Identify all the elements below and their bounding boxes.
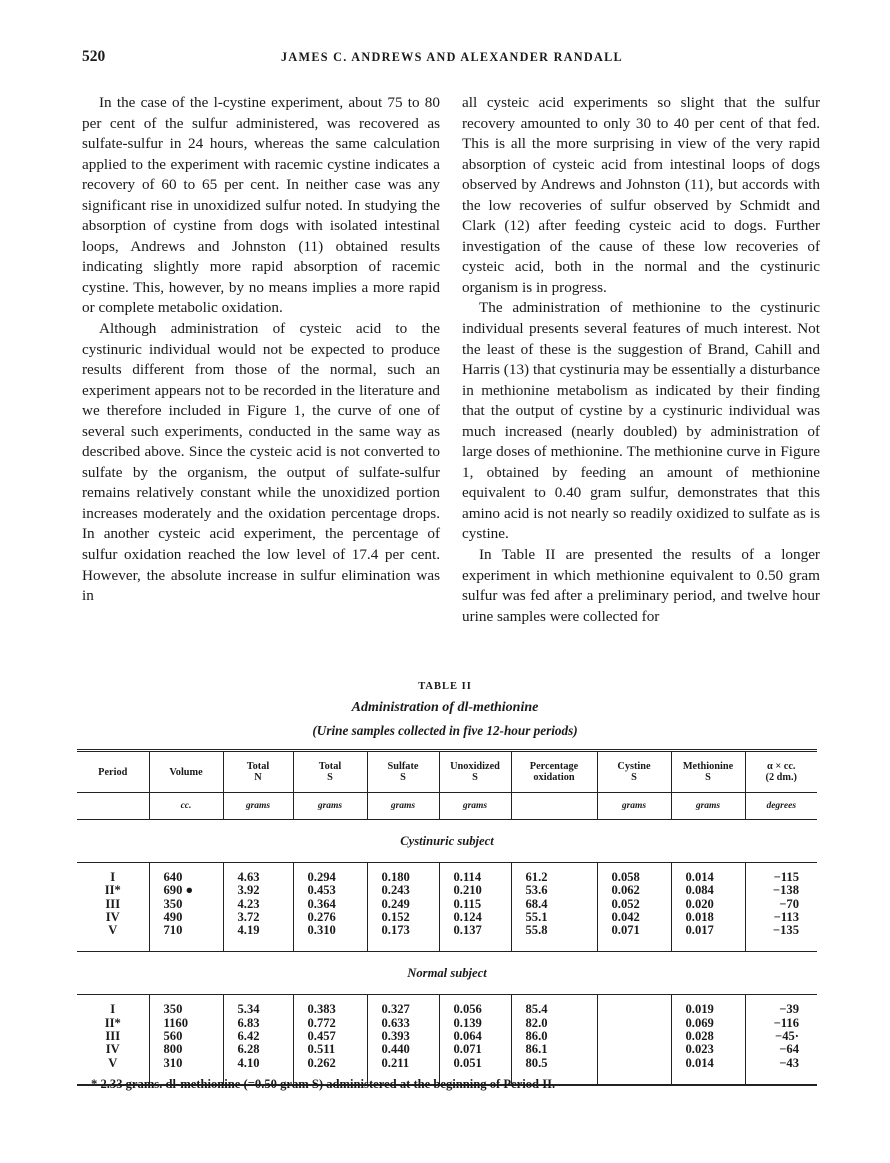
unit-cell: grams	[671, 793, 745, 820]
table-cell	[597, 1030, 671, 1043]
table-row	[77, 1030, 817, 1043]
table-cell: 0.457	[293, 1030, 367, 1043]
table-cell: 82.0	[511, 1017, 597, 1030]
table-cell: −135	[745, 924, 817, 952]
table-row	[77, 898, 817, 911]
table-cell: 86.0	[511, 1030, 597, 1043]
table-row	[77, 1043, 817, 1056]
unit-cell	[77, 793, 149, 820]
table-cell: IV	[77, 1043, 149, 1056]
table-cell: 3.72	[223, 911, 293, 924]
table-cell: III	[77, 898, 149, 911]
column-header	[745, 751, 817, 793]
column-header-line: Cystine	[617, 761, 651, 772]
table-footnote: * 2.33 grams. dl-methionine (=0.50 gram S) administered at the beginning of Period II.	[91, 1077, 556, 1091]
section-row	[77, 952, 817, 995]
table-cell: 55.1	[511, 911, 597, 924]
table-row	[77, 884, 817, 897]
column-header	[671, 751, 745, 793]
column-header-line: N	[254, 772, 262, 783]
table-cell: 0.364	[293, 898, 367, 911]
table-cell: 6.42	[223, 1030, 293, 1043]
unit-cell: grams	[439, 793, 511, 820]
column-header-line: α × cc.	[767, 761, 796, 772]
table-cell: 0.064	[439, 1030, 511, 1043]
table-row	[77, 995, 817, 1017]
unit-cell: cc.	[149, 793, 223, 820]
table-cell: 350	[149, 898, 223, 911]
table-cell: 3.92	[223, 884, 293, 897]
table-cell: −64	[779, 1042, 799, 1057]
table-cell: 85.4	[511, 995, 597, 1017]
table-cell: 0.180	[367, 863, 439, 885]
table-cell: 0.019	[671, 995, 745, 1017]
unit-cell: degrees	[745, 793, 817, 820]
table-cell: 490	[149, 911, 223, 924]
column-header-line: Percentage	[529, 761, 579, 772]
column-header	[439, 751, 511, 793]
table-cell: 350	[149, 995, 223, 1017]
table-row	[77, 911, 817, 924]
table-cell: 640	[149, 863, 223, 885]
column-header-line: S	[400, 772, 406, 783]
table-cell: 310	[149, 1057, 223, 1085]
table-cell: 0.017	[671, 924, 745, 952]
table-cell: 0.327	[367, 995, 439, 1017]
table-cell: 0.633	[367, 1017, 439, 1030]
table-cell: 6.83	[223, 1017, 293, 1030]
column-header	[77, 751, 149, 793]
unit-cell	[511, 793, 597, 820]
table-cell: −45·	[775, 1029, 799, 1044]
table-cell: 690 ●	[149, 884, 223, 897]
table-cell: 0.023	[671, 1043, 745, 1056]
section-row	[77, 820, 817, 863]
table-cell: 0.115	[439, 898, 511, 911]
column-header-line: Volume	[169, 766, 203, 778]
table-cell: 0.014	[671, 1057, 745, 1085]
unit-cell: grams	[293, 793, 367, 820]
table-cell: V	[77, 924, 149, 952]
table-cell: II*	[77, 1017, 149, 1030]
table-cell: −116	[773, 1015, 799, 1030]
table-cell: −43	[745, 1057, 817, 1085]
column-header-line: S	[472, 772, 478, 783]
table-cell: −113	[773, 909, 799, 924]
table-cell: 0.114	[439, 863, 511, 885]
table-header-row	[77, 751, 817, 793]
table-cell: 4.19	[223, 924, 293, 952]
table-cell: 0.249	[367, 898, 439, 911]
table-cell: 0.294	[293, 863, 367, 885]
column-header-line: Total	[318, 761, 342, 772]
table-cell: 4.23	[223, 898, 293, 911]
table-cell: 560	[149, 1030, 223, 1043]
table-cell: 0.051	[439, 1057, 511, 1085]
table-cell: 0.383	[293, 995, 367, 1017]
unit-cell: grams	[597, 793, 671, 820]
table-cell: 0.124	[439, 911, 511, 924]
table-units-row	[77, 793, 817, 820]
table-cell: 0.210	[439, 884, 511, 897]
table-cell: 0.084	[671, 884, 745, 897]
table-cell: 0.262	[293, 1057, 367, 1085]
column-header	[511, 751, 597, 793]
table-cell: 0.772	[293, 1017, 367, 1030]
table-cell: 0.020	[671, 898, 745, 911]
table-cell: 0.071	[439, 1043, 511, 1056]
column-header	[149, 751, 223, 793]
table-cell: 6.28	[223, 1043, 293, 1056]
table-cell: 0.014	[671, 863, 745, 885]
paragraph: all cysteic acid experiments so slight that the sulfur recovery amounted to only 30 to 40 per cent of that fed. This is all the more surprising in view of the very rapid absorption of cysteic acid from intestinal loops of dogs observed by Andrews and Johnston (11), but accords with the low recoveries of sulfur observed by Schmidt and Clark (12) after feeding cysteic acid to dogs. Further investigation of the cause of these low recoveries of cysteic acid, both in the normal and the cystinuric organism is in progress.	[462, 94, 820, 296]
paragraph: The administration of methionine to the cystinuric individual presents several features of much interest. Not the least of these is the suggestion of Brand, Cahill and Harris (13) that cystinuria may be essentially a disturbance in methionine metabolism as indicated by their finding that the output of cystine by a cystinuric individual was much increased (nearly doubled) by administration of large doses of methionine. The methionine curve in Figure 1, obtained by feeding an amount of methionine equivalent to 0.40 gram sulfur, demonstrates that this amino acid is not nearly so readily oxidized to sulfate as is cystine.	[462, 299, 820, 543]
column-header	[367, 751, 439, 793]
table-cell: III	[77, 1030, 149, 1043]
column-header-line: Unoxidized	[450, 761, 500, 772]
table-cell: 4.63	[223, 863, 293, 885]
table-cell: 61.2	[511, 863, 597, 885]
table-cell: 0.071	[597, 924, 671, 952]
column-header-line: Total	[246, 761, 270, 772]
column-header-line: Sulfate	[387, 761, 419, 772]
table-cell	[597, 1057, 671, 1085]
table-cell: 1160	[149, 1017, 223, 1030]
table-cell: 0.062	[597, 884, 671, 897]
table-cell: 0.211	[367, 1057, 439, 1085]
table-cell: 0.173	[367, 924, 439, 952]
table-cell: I	[77, 995, 149, 1017]
table-cell: 0.276	[293, 911, 367, 924]
table-cell: 0.310	[293, 924, 367, 952]
table-cell: 53.6	[511, 884, 597, 897]
section-title: Normal subject	[77, 952, 817, 995]
section-title: Cystinuric subject	[77, 820, 817, 863]
table-cell: −70	[779, 896, 799, 911]
table-cell: 0.028	[671, 1030, 745, 1043]
table-cell: 0.139	[439, 1017, 511, 1030]
data-table	[77, 749, 817, 1086]
column-header-line: Period	[98, 766, 128, 778]
table-cell: 4.10	[223, 1057, 293, 1085]
table-cell: 800	[149, 1043, 223, 1056]
table-cell: 0.056	[439, 995, 511, 1017]
table-cell: V	[77, 1057, 149, 1085]
unit-cell: grams	[367, 793, 439, 820]
table-cell: 68.4	[511, 898, 597, 911]
column-header	[597, 751, 671, 793]
table-cell: II*	[77, 884, 149, 897]
table-row	[77, 1017, 817, 1030]
table-cell	[597, 1043, 671, 1056]
table-label: TABLE II	[418, 681, 472, 692]
table-cell	[597, 995, 671, 1017]
table-cell: I	[77, 863, 149, 885]
table-cell: −138	[772, 883, 799, 898]
column-header-line: (2 dm.)	[765, 772, 797, 783]
right-column	[462, 93, 820, 627]
table-cell: 80.5	[511, 1057, 597, 1085]
page-header	[82, 48, 822, 72]
table-row	[77, 863, 817, 885]
running-head: JAMES C. ANDREWS AND ALEXANDER RANDALL	[281, 50, 623, 64]
table-subcaption: (Urine samples collected in five 12-hour periods)	[312, 723, 578, 738]
table-cell: 0.243	[367, 884, 439, 897]
page-number: 520	[82, 48, 106, 65]
table-caption: Administration of dl-methionine	[351, 700, 539, 715]
column-header-line: oxidation	[533, 772, 575, 783]
table-cell: 86.1	[511, 1043, 597, 1056]
table-cell: 0.042	[597, 911, 671, 924]
paragraph: Although administration of cysteic acid to the cystinuric individual would not be expected to produce results different from those of the normal, such an experiment appears not to be recorded in the literature and we therefore included in Figure 1, the curve of one of several such experiments, conducted in the same way as described above. Since the cysteic acid is not converted to sulfate by the organism, the output of sulfate-sulfur remains relatively constant while the unoxidized portion increases moderately and the oxidation percentage drops. In another cysteic acid experiment, the percentage of sulfur oxidation reached the low level of 17.4 per cent. However, the absolute increase in sulfur elimination was in	[82, 320, 440, 605]
column-header	[223, 751, 293, 793]
table-cell: −115	[773, 870, 799, 884]
table-cell: 55.8	[511, 924, 597, 952]
paragraph: In Table II are presented the results of a longer experiment in which methionine equivalent to 0.50 gram sulfur was fed after a preliminary period, and twelve hour urine samples were collected for	[462, 546, 820, 625]
table-cell: 0.058	[597, 863, 671, 885]
table-cell: 0.453	[293, 884, 367, 897]
table-cell: 0.018	[671, 911, 745, 924]
table-cell: 0.152	[367, 911, 439, 924]
table-cell: 0.511	[293, 1043, 367, 1056]
column-header-line: S	[327, 772, 333, 783]
left-column	[82, 93, 440, 607]
table-row	[77, 924, 817, 952]
table-cell: 0.052	[597, 898, 671, 911]
table-cell: 0.393	[367, 1030, 439, 1043]
table-cell: 0.069	[671, 1017, 745, 1030]
table-cell: 710	[149, 924, 223, 952]
table-cell: 0.440	[367, 1043, 439, 1056]
column-header	[293, 751, 367, 793]
table-cell: 0.137	[439, 924, 511, 952]
paragraph: In the case of the l-cystine experiment, about 75 to 80 per cent of the sulfur administered, was recovered as sulfate-sulfur in 24 hours, whereas the same calculation applied to the experiment with racemic cystine indicates a recovery of 60 to 65 per cent. In neither case was any significant rise in unoxidized sulfur noted. In studying the absorption of cystine from dogs with isolated intestinal loops, Andrews and Johnston (11) obtained results indicating slightly more rapid absorption of racemic cystine. This, however, by no means implies a more rapid or complete metabolic oxidation.	[82, 94, 440, 317]
column-header-line: S	[705, 772, 711, 783]
column-header-line: Methionine	[682, 761, 734, 772]
unit-cell: grams	[223, 793, 293, 820]
table-cell: 5.34	[223, 995, 293, 1017]
table-cell	[597, 1017, 671, 1030]
column-header-line: S	[631, 772, 637, 783]
table-cell: IV	[77, 911, 149, 924]
table-cell: −39	[779, 1002, 799, 1017]
